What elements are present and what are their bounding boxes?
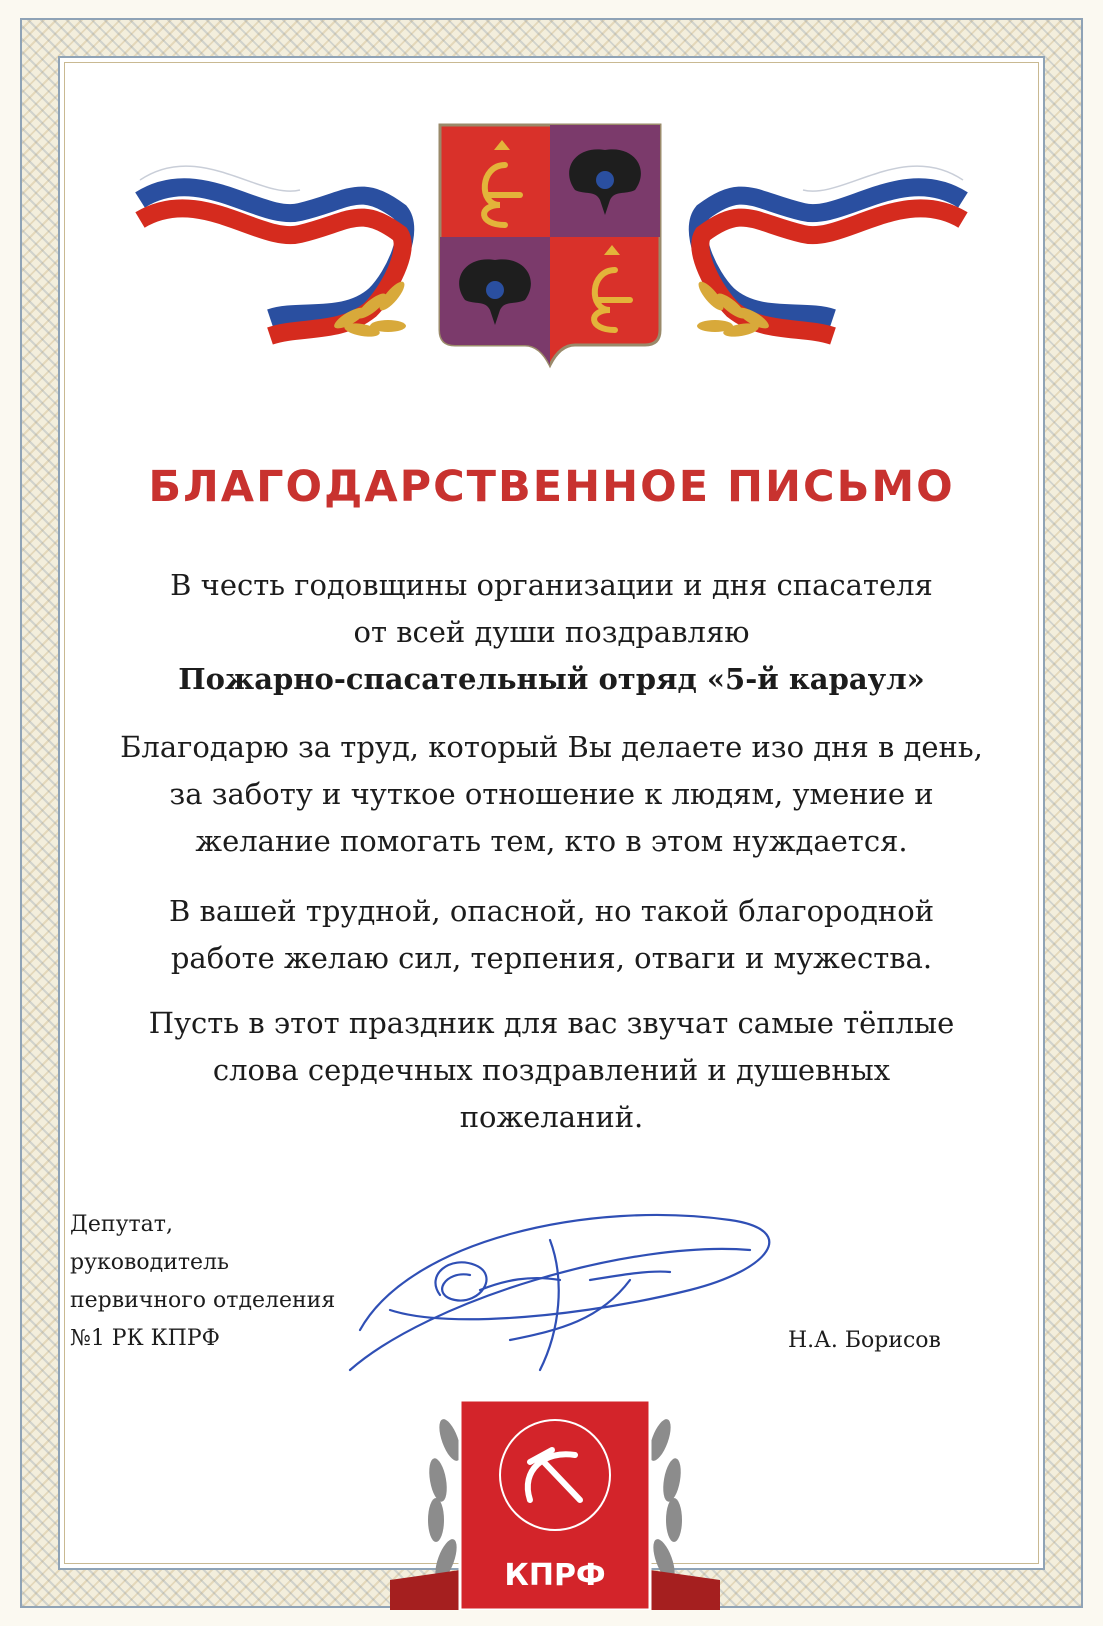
handwritten-signature (330, 1180, 810, 1400)
signer-position-line: руководитель (70, 1250, 230, 1275)
banner-right (650, 1570, 720, 1610)
closing-line: пожеланий. (459, 1100, 644, 1134)
signer-position-line: №1 РК КПРФ (70, 1326, 220, 1351)
wishes-line: В вашей трудной, опасной, но такой благородной (168, 894, 935, 928)
recipient-name: Пожарно-спасательный отряд «5-й караул» (178, 662, 925, 696)
gratitude-line: Благодарю за труд, который Вы делаете изо дня в день, (120, 730, 983, 764)
closing-paragraph (70, 1000, 1033, 1141)
closing-line: слова сердечных поздравлений и душевных (212, 1053, 891, 1087)
signer-position-line: первичного отделения (70, 1288, 336, 1313)
greeting-line: В честь годовщины организации и дня спасателя (170, 568, 933, 602)
gratitude-paragraph (70, 724, 1033, 865)
wishes-line: работе желаю сил, терпения, отваги и мужества. (170, 941, 933, 975)
banner-left (390, 1570, 460, 1610)
signer-position-line: Депутат, (70, 1212, 173, 1237)
coat-of-arms-emblem (0, 0, 1103, 420)
greeting-line: от всей души поздравляю (353, 615, 750, 649)
party-logo (380, 1380, 730, 1610)
greeting-paragraph (70, 562, 1033, 703)
closing-line: Пусть в этот праздник для вас звучат самые тёплые (148, 1006, 955, 1040)
gratitude-line: желание помогать тем, кто в этом нуждается. (195, 824, 908, 858)
signer-name: Н.А. Борисов (788, 1328, 941, 1353)
letter-title: БЛАГОДАРСТВЕННОЕ ПИСЬМО (148, 462, 955, 512)
shield-icon (440, 125, 660, 365)
logo-label: КПРФ (504, 1558, 606, 1593)
gratitude-line: за заботу и чуткое отношение к людям, умение и (169, 777, 934, 811)
wishes-paragraph (70, 888, 1033, 982)
